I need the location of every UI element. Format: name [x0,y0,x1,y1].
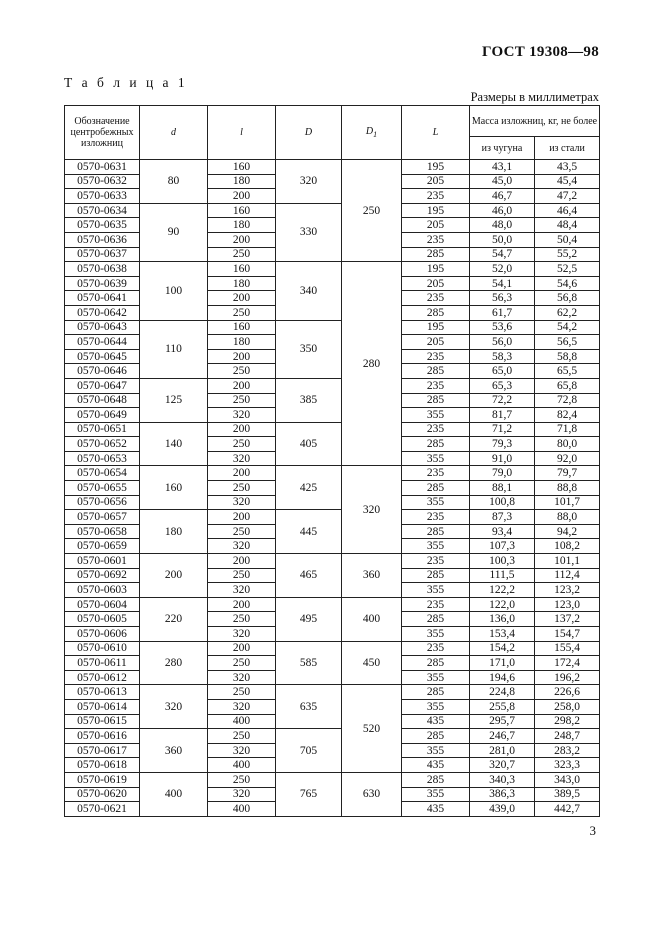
cell-L: 285 [402,437,470,452]
cell-designation: 0570-0632 [65,174,140,189]
cell-mass-iron: 386,3 [470,787,535,802]
cell-l: 200 [208,466,276,481]
cell-mass-iron: 46,7 [470,189,535,204]
cell-mass-iron: 154,2 [470,641,535,656]
table-row [65,729,600,744]
cell-mass-iron: 224,8 [470,685,535,700]
cell-L: 355 [402,539,470,554]
cell-D1: 250 [342,160,402,262]
cell-L: 235 [402,554,470,569]
cell-L: 235 [402,510,470,525]
cell-designation: 0570-0654 [65,466,140,481]
cell-l: 160 [208,320,276,335]
cell-mass-iron: 72,2 [470,393,535,408]
cell-d: 100 [140,262,208,320]
cell-l: 250 [208,772,276,787]
cell-designation: 0570-0659 [65,539,140,554]
cell-D1: 630 [342,772,402,816]
cell-mass-iron: 71,2 [470,422,535,437]
cell-mass-iron: 65,3 [470,378,535,393]
cell-l: 200 [208,554,276,569]
cell-l: 250 [208,524,276,539]
cell-D: 350 [276,320,342,378]
table-row [65,160,600,175]
cell-designation: 0570-0614 [65,699,140,714]
cell-mass-iron: 46,0 [470,203,535,218]
col-mass-steel-header: из стали [535,137,600,160]
cell-l: 320 [208,627,276,642]
cell-mass-iron: 87,3 [470,510,535,525]
cell-mass-steel: 88,8 [535,481,600,496]
cell-l: 400 [208,714,276,729]
cell-L: 205 [402,218,470,233]
cell-l: 200 [208,641,276,656]
cell-designation: 0570-0615 [65,714,140,729]
cell-mass-iron: 136,0 [470,612,535,627]
cell-L: 235 [402,189,470,204]
cell-L: 355 [402,627,470,642]
cell-mass-iron: 61,7 [470,305,535,320]
cell-l: 320 [208,699,276,714]
table-row [65,554,600,569]
cell-L: 235 [402,422,470,437]
cell-D: 585 [276,641,342,685]
page-number: 3 [589,823,596,838]
cell-l: 400 [208,802,276,817]
table-row [65,422,600,437]
cell-designation: 0570-0643 [65,320,140,335]
cell-designation: 0570-0638 [65,262,140,277]
cell-L: 355 [402,451,470,466]
cell-L: 195 [402,320,470,335]
cell-designation: 0570-0692 [65,568,140,583]
cell-designation: 0570-0612 [65,670,140,685]
table-row [65,203,600,218]
cell-L: 285 [402,656,470,671]
cell-D: 425 [276,466,342,510]
cell-L: 235 [402,641,470,656]
cell-designation: 0570-0620 [65,787,140,802]
cell-mass-steel: 154,7 [535,627,600,642]
cell-mass-iron: 53,6 [470,320,535,335]
cell-designation: 0570-0647 [65,378,140,393]
cell-l: 200 [208,291,276,306]
cell-designation: 0570-0652 [65,437,140,452]
cell-L: 355 [402,670,470,685]
cell-l: 320 [208,787,276,802]
cell-mass-steel: 46,4 [535,203,600,218]
cell-l: 320 [208,408,276,423]
cell-mass-iron: 111,5 [470,568,535,583]
cell-designation: 0570-0619 [65,772,140,787]
document-header: ГОСТ 19308—98 [481,44,599,60]
cell-mass-iron: 122,0 [470,597,535,612]
cell-mass-steel: 389,5 [535,787,600,802]
cell-l: 250 [208,247,276,262]
cell-designation: 0570-0613 [65,685,140,700]
table-row [65,510,600,525]
cell-mass-steel: 172,4 [535,656,600,671]
cell-L: 435 [402,714,470,729]
cell-d: 180 [140,510,208,554]
cell-designation: 0570-0651 [65,422,140,437]
cell-mass-steel: 196,2 [535,670,600,685]
table-row [65,320,600,335]
cell-designation: 0570-0636 [65,232,140,247]
cell-l: 250 [208,481,276,496]
cell-mass-steel: 65,5 [535,364,600,379]
cell-l: 180 [208,218,276,233]
cell-mass-steel: 101,1 [535,554,600,569]
cell-L: 285 [402,305,470,320]
cell-mass-steel: 94,2 [535,524,600,539]
cell-mass-iron: 48,0 [470,218,535,233]
cell-mass-steel: 82,4 [535,408,600,423]
cell-mass-steel: 58,8 [535,349,600,364]
cell-designation: 0570-0658 [65,524,140,539]
cell-designation: 0570-0601 [65,554,140,569]
units-note: Размеры в миллиметрах [470,90,599,104]
cell-l: 200 [208,189,276,204]
cell-mass-steel: 80,0 [535,437,600,452]
cell-L: 435 [402,758,470,773]
cell-L: 205 [402,174,470,189]
cell-mass-iron: 93,4 [470,524,535,539]
cell-l: 160 [208,203,276,218]
cell-l: 200 [208,349,276,364]
cell-designation: 0570-0617 [65,743,140,758]
cell-d: 110 [140,320,208,378]
cell-mass-steel: 101,7 [535,495,600,510]
col-D-header: D [276,106,342,160]
cell-mass-steel: 92,0 [535,451,600,466]
cell-mass-steel: 47,2 [535,189,600,204]
cell-D: 385 [276,378,342,422]
cell-mass-iron: 58,3 [470,349,535,364]
cell-designation: 0570-0653 [65,451,140,466]
table-row [65,262,600,277]
cell-mass-steel: 52,5 [535,262,600,277]
cell-mass-steel: 123,0 [535,597,600,612]
cell-d: 200 [140,554,208,598]
cell-L: 285 [402,364,470,379]
cell-designation: 0570-0633 [65,189,140,204]
cell-designation: 0570-0642 [65,305,140,320]
cell-D: 340 [276,262,342,320]
cell-D1: 520 [342,685,402,773]
cell-L: 235 [402,291,470,306]
cell-L: 285 [402,729,470,744]
cell-l: 320 [208,583,276,598]
cell-designation: 0570-0656 [65,495,140,510]
cell-d: 220 [140,597,208,641]
cell-mass-iron: 45,0 [470,174,535,189]
cell-mass-steel: 55,2 [535,247,600,262]
cell-d: 360 [140,729,208,773]
cell-L: 235 [402,466,470,481]
cell-designation: 0570-0611 [65,656,140,671]
cell-mass-steel: 56,8 [535,291,600,306]
cell-mass-steel: 54,6 [535,276,600,291]
cell-mass-steel: 54,2 [535,320,600,335]
cell-D: 765 [276,772,342,816]
cell-mass-steel: 72,8 [535,393,600,408]
cell-D: 705 [276,729,342,773]
cell-l: 180 [208,276,276,291]
cell-mass-iron: 194,6 [470,670,535,685]
cell-mass-iron: 79,3 [470,437,535,452]
cell-mass-steel: 112,4 [535,568,600,583]
cell-mass-iron: 340,3 [470,772,535,787]
cell-D1: 450 [342,641,402,685]
cell-L: 285 [402,568,470,583]
cell-designation: 0570-0634 [65,203,140,218]
cell-mass-iron: 100,8 [470,495,535,510]
cell-mass-steel: 50,4 [535,232,600,247]
cell-mass-steel: 45,4 [535,174,600,189]
table-row [65,685,600,700]
cell-designation: 0570-0604 [65,597,140,612]
cell-l: 400 [208,758,276,773]
cell-L: 355 [402,583,470,598]
cell-designation: 0570-0603 [65,583,140,598]
cell-l: 320 [208,539,276,554]
cell-designation: 0570-0606 [65,627,140,642]
cell-D1: 400 [342,597,402,641]
cell-mass-iron: 56,0 [470,335,535,350]
cell-mass-steel: 56,5 [535,335,600,350]
cell-designation: 0570-0621 [65,802,140,817]
cell-mass-steel: 343,0 [535,772,600,787]
cell-mass-iron: 171,0 [470,656,535,671]
cell-L: 285 [402,772,470,787]
cell-D: 405 [276,422,342,466]
cell-mass-steel: 248,7 [535,729,600,744]
table-caption: Т а б л и ц а 1 [64,75,188,90]
cell-mass-iron: 122,2 [470,583,535,598]
cell-designation: 0570-0631 [65,160,140,175]
cell-l: 320 [208,743,276,758]
table-row [65,378,600,393]
table-row [65,772,600,787]
cell-L: 435 [402,802,470,817]
cell-L: 285 [402,247,470,262]
cell-d: 125 [140,378,208,422]
cell-l: 250 [208,729,276,744]
cell-designation: 0570-0637 [65,247,140,262]
col-l-header: l [208,106,276,160]
cell-l: 320 [208,670,276,685]
cell-mass-iron: 439,0 [470,802,535,817]
cell-l: 200 [208,232,276,247]
cell-mass-iron: 295,7 [470,714,535,729]
cell-L: 285 [402,612,470,627]
cell-L: 195 [402,203,470,218]
cell-mass-iron: 91,0 [470,451,535,466]
cell-l: 180 [208,335,276,350]
cell-d: 160 [140,466,208,510]
cell-mass-steel: 283,2 [535,743,600,758]
cell-mass-steel: 137,2 [535,612,600,627]
cell-d: 80 [140,160,208,204]
cell-designation: 0570-0657 [65,510,140,525]
cell-mass-steel: 258,0 [535,699,600,714]
cell-mass-steel: 155,4 [535,641,600,656]
cell-d: 140 [140,422,208,466]
dimensions-table [64,105,600,817]
cell-designation: 0570-0646 [65,364,140,379]
cell-d: 400 [140,772,208,816]
cell-L: 355 [402,495,470,510]
col-designation-header: Обозначение центробежных изложниц [65,106,140,160]
cell-l: 200 [208,422,276,437]
col-mass-header: Масса изложниц, кг, не более [470,106,600,137]
cell-l: 180 [208,174,276,189]
cell-mass-steel: 226,6 [535,685,600,700]
cell-D: 635 [276,685,342,729]
col-mass-iron-header: из чугуна [470,137,535,160]
cell-mass-steel: 62,2 [535,305,600,320]
cell-l: 250 [208,393,276,408]
table-row [65,466,600,481]
cell-mass-iron: 65,0 [470,364,535,379]
cell-mass-iron: 79,0 [470,466,535,481]
cell-mass-steel: 88,0 [535,510,600,525]
cell-L: 355 [402,699,470,714]
cell-mass-iron: 255,8 [470,699,535,714]
cell-l: 200 [208,597,276,612]
cell-mass-steel: 123,2 [535,583,600,598]
cell-L: 235 [402,378,470,393]
cell-designation: 0570-0616 [65,729,140,744]
cell-mass-steel: 442,7 [535,802,600,817]
cell-L: 195 [402,262,470,277]
cell-mass-steel: 79,7 [535,466,600,481]
cell-mass-iron: 54,1 [470,276,535,291]
cell-d: 90 [140,203,208,261]
cell-designation: 0570-0639 [65,276,140,291]
cell-L: 195 [402,160,470,175]
cell-mass-iron: 54,7 [470,247,535,262]
cell-mass-iron: 246,7 [470,729,535,744]
cell-l: 200 [208,378,276,393]
cell-L: 235 [402,232,470,247]
cell-mass-iron: 52,0 [470,262,535,277]
cell-mass-steel: 48,4 [535,218,600,233]
cell-designation: 0570-0635 [65,218,140,233]
col-d-header: d [140,106,208,160]
cell-designation: 0570-0648 [65,393,140,408]
cell-L: 285 [402,524,470,539]
cell-designation: 0570-0644 [65,335,140,350]
cell-mass-steel: 71,8 [535,422,600,437]
cell-mass-iron: 81,7 [470,408,535,423]
cell-mass-steel: 65,8 [535,378,600,393]
col-D1-header: $D_1$ [342,106,402,160]
cell-L: 285 [402,393,470,408]
cell-mass-iron: 320,7 [470,758,535,773]
cell-l: 160 [208,160,276,175]
cell-mass-steel: 43,5 [535,160,600,175]
cell-D: 320 [276,160,342,204]
cell-L: 205 [402,276,470,291]
cell-l: 250 [208,612,276,627]
cell-l: 250 [208,437,276,452]
cell-D: 465 [276,554,342,598]
cell-l: 250 [208,364,276,379]
cell-mass-iron: 56,3 [470,291,535,306]
cell-designation: 0570-0605 [65,612,140,627]
col-L-header: L [402,106,470,160]
cell-designation: 0570-0645 [65,349,140,364]
cell-mass-iron: 107,3 [470,539,535,554]
cell-designation: 0570-0618 [65,758,140,773]
cell-designation: 0570-0641 [65,291,140,306]
cell-mass-iron: 153,4 [470,627,535,642]
cell-L: 235 [402,597,470,612]
cell-d: 320 [140,685,208,729]
cell-l: 250 [208,568,276,583]
cell-l: 250 [208,305,276,320]
cell-D: 330 [276,203,342,261]
cell-L: 355 [402,787,470,802]
cell-L: 235 [402,349,470,364]
cell-mass-steel: 323,3 [535,758,600,773]
cell-mass-iron: 100,3 [470,554,535,569]
cell-L: 285 [402,481,470,496]
cell-D1: 280 [342,262,402,466]
cell-mass-iron: 88,1 [470,481,535,496]
cell-D: 445 [276,510,342,554]
cell-L: 355 [402,743,470,758]
cell-mass-iron: 43,1 [470,160,535,175]
cell-L: 205 [402,335,470,350]
cell-mass-iron: 50,0 [470,232,535,247]
cell-D1: 320 [342,466,402,554]
cell-L: 355 [402,408,470,423]
cell-designation: 0570-0655 [65,481,140,496]
cell-l: 250 [208,656,276,671]
cell-l: 320 [208,495,276,510]
cell-mass-steel: 108,2 [535,539,600,554]
cell-l: 320 [208,451,276,466]
table-row [65,641,600,656]
cell-L: 285 [402,685,470,700]
cell-l: 250 [208,685,276,700]
cell-l: 200 [208,510,276,525]
cell-designation: 0570-0649 [65,408,140,423]
cell-designation: 0570-0610 [65,641,140,656]
cell-l: 160 [208,262,276,277]
cell-D1: 360 [342,554,402,598]
table-row [65,597,600,612]
cell-mass-iron: 281,0 [470,743,535,758]
cell-mass-steel: 298,2 [535,714,600,729]
cell-D: 495 [276,597,342,641]
table-body [65,160,600,817]
cell-d: 280 [140,641,208,685]
